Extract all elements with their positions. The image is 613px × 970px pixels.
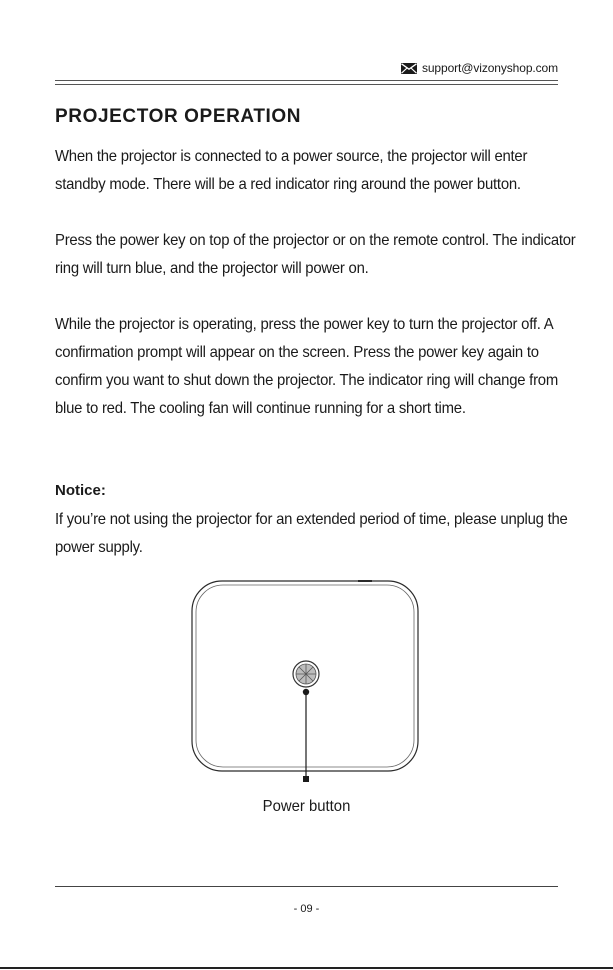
notice-title: Notice:	[55, 482, 106, 499]
notice-text: If you’re not using the projector for an extended period of time, please unplug the power supply.	[55, 511, 568, 556]
paragraph-standby: When the projector is connected to a power source, the projector will enter standby mode. There will be a red indicator ring around the power button.	[55, 148, 528, 193]
projector-top-view-illustration	[190, 578, 422, 793]
footer-rule	[55, 886, 558, 887]
paragraph-power-off: While the projector is operating, press the power key to turn the projector off. A confirmation prompt will appear on the screen. Press the power key again to confirm you want to shut down the projector. The indicator ring will change from blue to red. The cooling fan will continue running for a short time.	[55, 316, 559, 417]
header-rule-top	[55, 80, 558, 81]
header-email	[401, 61, 558, 75]
paragraph-power-on: Press the power key on top of the projector or on the remote control. The indicator ring will turn blue, and the projector will power on.	[55, 232, 576, 277]
envelope-icon	[401, 63, 417, 74]
page-number: - 09 -	[293, 903, 320, 915]
page-edge-rule	[0, 967, 613, 969]
header-rule-bottom	[55, 84, 558, 85]
email-address: support@vizonyshop.com	[421, 61, 558, 75]
section-title: PROJECTOR OPERATION	[55, 106, 302, 127]
power-button-icon	[293, 661, 319, 687]
figure-caption: Power button	[262, 798, 351, 815]
